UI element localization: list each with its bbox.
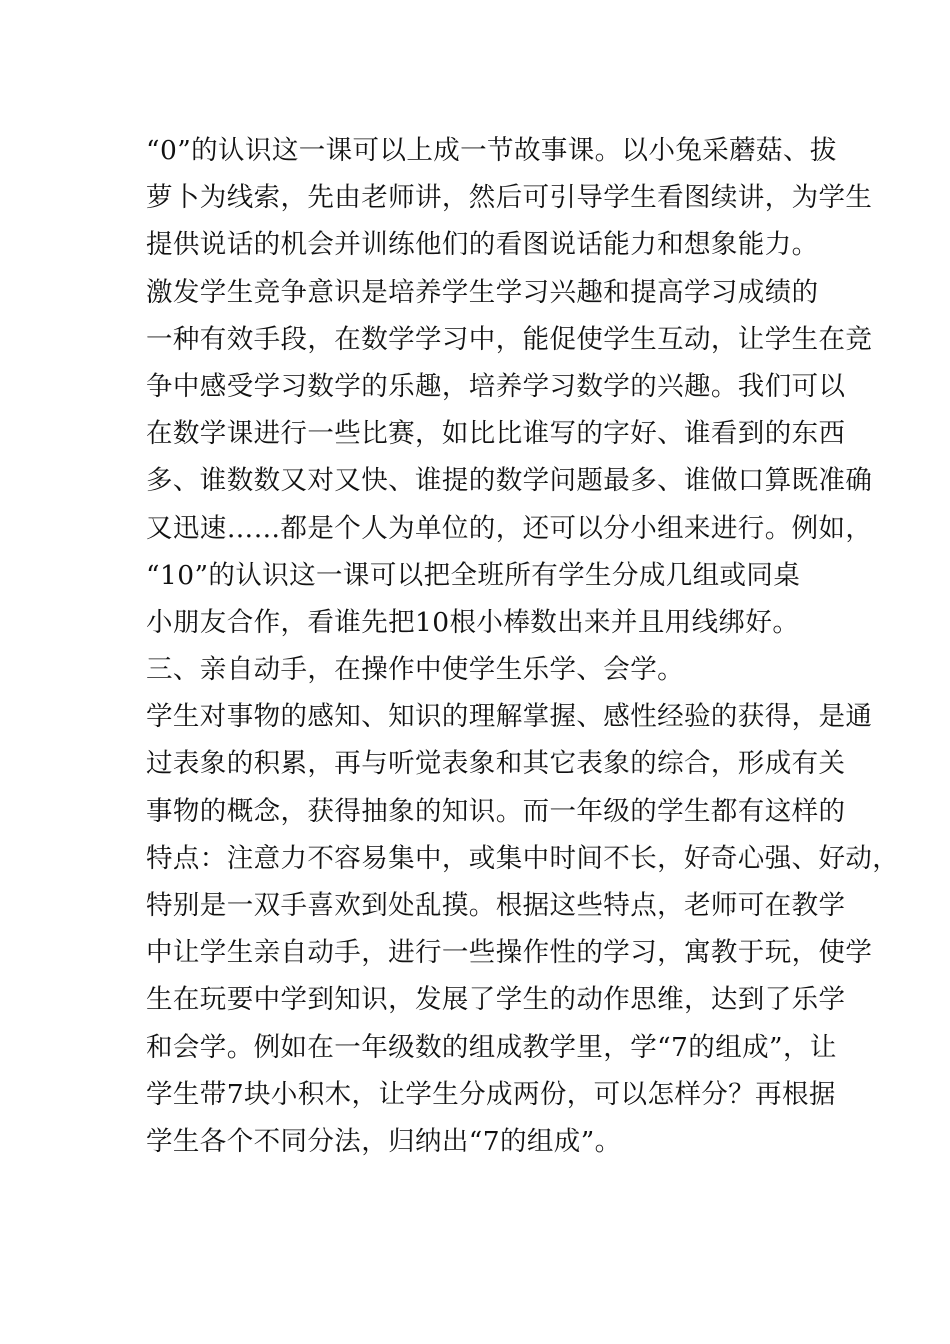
text-line: 激发学生竞争意识是培养学生学习兴趣和提高学习成绩的 xyxy=(146,276,819,308)
text-line: 在数学课进行一些比赛，如比比谁写的字好、谁看到的东西 xyxy=(146,418,846,450)
text-line: 生在玩要中学到知识，发展了学生的动作思维，达到了乐学 xyxy=(146,984,846,1016)
text-line: 过表象的积累，再与听觉表象和其它表象的综合，形成有关 xyxy=(146,748,846,780)
text-line: “0”的认识这一课可以上成一节故事课。以小兔采蘑菇、拔 xyxy=(146,135,837,166)
text-line: 提供说话的机会并训练他们的看图说话能力和想象能力。 xyxy=(146,229,819,261)
text-line: 又迅速……都是个人为单位的，还可以分小组来进行。例如， xyxy=(146,512,873,544)
section-heading: 三、亲自动手，在操作中使学生乐学、会学。 xyxy=(146,654,684,686)
text-line: “10”的认识这一课可以把全班所有学生分成几组或同桌 xyxy=(146,559,801,591)
text-line: 萝卜为线索，先由老师讲，然后可引导学生看图续讲，为学生 xyxy=(146,182,873,214)
text-line: 特别是一双手喜欢到处乱摸。根据这些特点，老师可在教学 xyxy=(146,890,846,921)
text-line: 争中感受学习数学的乐趣，培养学习数学的兴趣。我们可以 xyxy=(146,370,846,402)
text-line: 中让学生亲自动手，进行一些操作性的学习，寓教于玩，使学 xyxy=(146,937,873,969)
text-line: 和会学。例如在一年级数的组成教学里，学“7的组成”，让 xyxy=(146,1031,837,1063)
text-line: 学生带7块小积木，让学生分成两份，可以怎样分？再根据 xyxy=(146,1078,836,1110)
text-line: 一种有效手段，在数学学习中，能促使学生互动，让学生在竞 xyxy=(146,323,873,355)
text-line: 事物的概念，获得抽象的知识。而一年级的学生都有这样的 xyxy=(146,795,846,827)
text-line: 多、谁数数又对又快、谁提的数学问题最多、谁做口算既准确 xyxy=(146,465,873,497)
text-line: 特点：注意力不容易集中，或集中时间不长，好奇心强、好动， xyxy=(146,842,900,874)
text-line: 学生各个不同分法，归纳出“7的组成”。 xyxy=(146,1125,622,1157)
text-line: 小朋友合作，看谁先把10根小棒数出来并且用线绑好。 xyxy=(146,606,800,638)
text-line: 学生对事物的感知、知识的理解掌握、感性经验的获得，是通 xyxy=(146,701,873,733)
body-text xyxy=(146,127,900,1165)
